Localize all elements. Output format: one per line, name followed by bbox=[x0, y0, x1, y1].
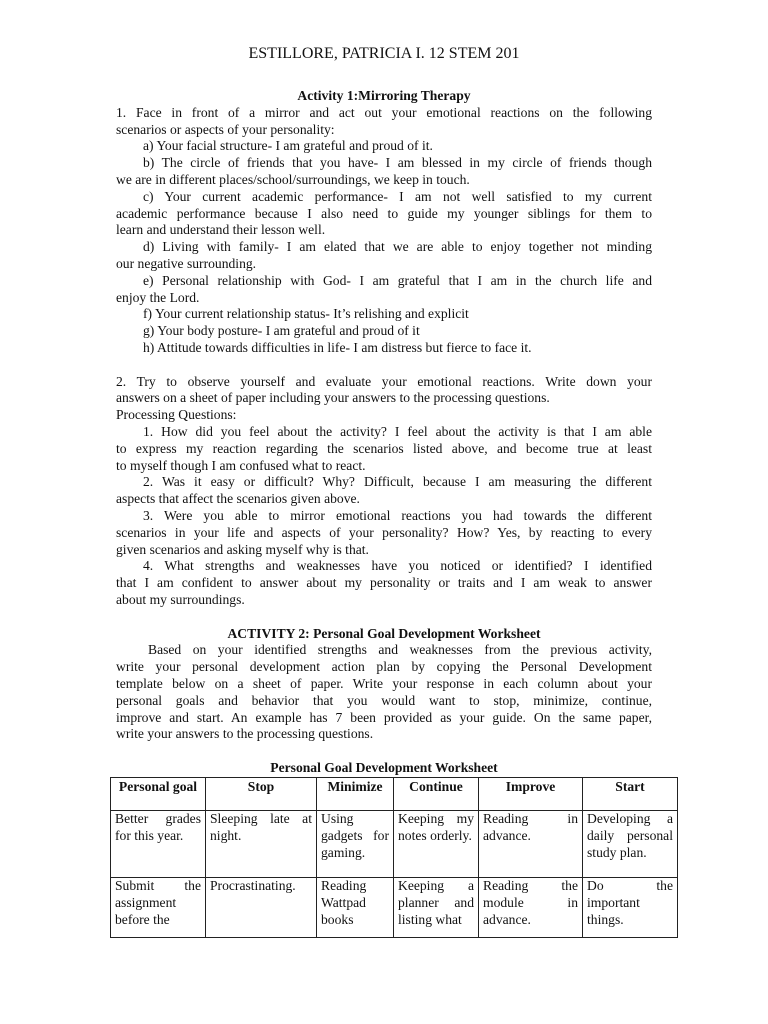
text-line: to express my reaction regarding the scenarios listed above, and become true at least bbox=[116, 440, 652, 456]
text-line: given scenarios and asking myself why is that. bbox=[116, 541, 369, 557]
header-start: Start bbox=[583, 778, 678, 811]
text-line: enjoy the Lord. bbox=[116, 289, 200, 305]
document-header: ESTILLORE, PATRICIA I. 12 STEM 201 bbox=[248, 45, 520, 62]
text-line: 3. Were you able to mirror emotional reactions you had towards the different bbox=[143, 508, 652, 523]
text-line: d) Living with family- I am elated that we are able to enjoy together not minding bbox=[143, 239, 652, 255]
section-heading: Activity 1:Mirroring Therapy bbox=[297, 88, 471, 103]
cell: Do the important things. bbox=[583, 878, 678, 938]
text-line: scenarios in your life and aspects of your personality? How? Yes, by reacting to every bbox=[116, 524, 652, 540]
text-line: answers on a sheet of paper including your answers to the processing questions. bbox=[116, 390, 550, 406]
text-line: template below on a sheet of paper. Write your response in each column about your bbox=[116, 676, 652, 691]
text-line: 1. How did you feel about the activity? I feel about the activity is that I am able bbox=[143, 424, 652, 439]
text-line: b) The circle of friends that you have- I am blessed in my circle of friends though bbox=[143, 155, 652, 171]
cell: Keeping a planner and listing what bbox=[394, 878, 479, 938]
text-line: c) Your current academic performance- I am not well satisfied to my current bbox=[143, 188, 652, 204]
cell: Reading in advance. bbox=[479, 811, 583, 878]
section-heading: ACTIVITY 2: Personal Goal Development Worksheet bbox=[227, 625, 541, 641]
cell: Reading Wattpad books bbox=[317, 878, 394, 938]
cell: Submit the assignment before the bbox=[111, 878, 206, 938]
text-line: a) Your facial structure- I am grateful and proud of it. bbox=[143, 138, 433, 154]
text-line: personal goals and behavior that you would want to stop, minimize, continue, bbox=[116, 692, 652, 708]
table-row bbox=[111, 878, 678, 938]
text-line: h) Attitude towards difficulties in life- I am distress but fierce to face it. bbox=[143, 340, 532, 355]
cell: Procrastinating. bbox=[206, 878, 317, 938]
header-personal-goal: Personal goal bbox=[111, 778, 206, 811]
cell: Using gadgets for gaming. bbox=[317, 811, 394, 878]
text-line: learn and understand their lesson well. bbox=[116, 222, 326, 238]
text-line: 1. Face in front of a mirror and act out your emotional reactions on the following bbox=[116, 104, 652, 120]
header-minimize: Minimize bbox=[317, 778, 394, 811]
text-line: our negative surrounding. bbox=[116, 256, 257, 271]
text-line: 2. Was it easy or difficult? Why? Difficult, because I am measuring the different bbox=[143, 474, 652, 490]
text-line: g) Your body posture- I am grateful and proud of it bbox=[143, 323, 420, 339]
text-line: about my surroundings. bbox=[116, 592, 245, 607]
text-line: to myself though I am confused what to react. bbox=[116, 457, 366, 473]
cell: Reading the module in advance. bbox=[479, 878, 583, 938]
text-line: we are in different places/school/surroundings, we keep in touch. bbox=[116, 172, 470, 187]
header-continue: Continue bbox=[394, 778, 479, 811]
text-line: write your personal development action plan by copying the Personal Development bbox=[116, 659, 652, 675]
text-line: improve and start. An example has 7 been provided as your guide. On the same paper, bbox=[116, 709, 652, 725]
cell: Better grades for this year. bbox=[111, 811, 206, 878]
text-line: write your answers to the processing questions. bbox=[116, 726, 374, 742]
cell: Developing a daily personal study plan. bbox=[583, 811, 678, 878]
text-line: Processing Questions: bbox=[116, 407, 237, 423]
goal-worksheet-table bbox=[110, 777, 678, 938]
cell: Sleeping late at night. bbox=[206, 811, 317, 878]
text-line: e) Personal relationship with God- I am grateful that I am in the church life and bbox=[143, 272, 652, 288]
text-line: 2. Try to observe yourself and evaluate your emotional reactions. Write down your bbox=[116, 373, 652, 389]
table-row bbox=[111, 811, 678, 878]
cell: Keeping my notes orderly. bbox=[394, 811, 479, 878]
header-improve: Improve bbox=[479, 778, 583, 811]
text-line: scenarios or aspects of your personality: bbox=[116, 121, 335, 137]
header-stop: Stop bbox=[206, 778, 317, 811]
section-heading: Personal Goal Development Worksheet bbox=[270, 760, 498, 775]
text-line: aspects that affect the scenarios given above. bbox=[116, 491, 360, 507]
text-line: f) Your current relationship status- It’s relishing and explicit bbox=[143, 306, 469, 322]
text-line: Based on your identified strengths and weaknesses from the previous activity, bbox=[148, 642, 652, 658]
text-line: 4. What strengths and weaknesses have you noticed or identified? I identified bbox=[143, 558, 652, 574]
text-line: academic performance because I also need to guide my younger siblings for them to bbox=[116, 205, 652, 221]
text-line: that I am confident to answer about my personality or traits and I am weak to answer bbox=[116, 575, 652, 591]
